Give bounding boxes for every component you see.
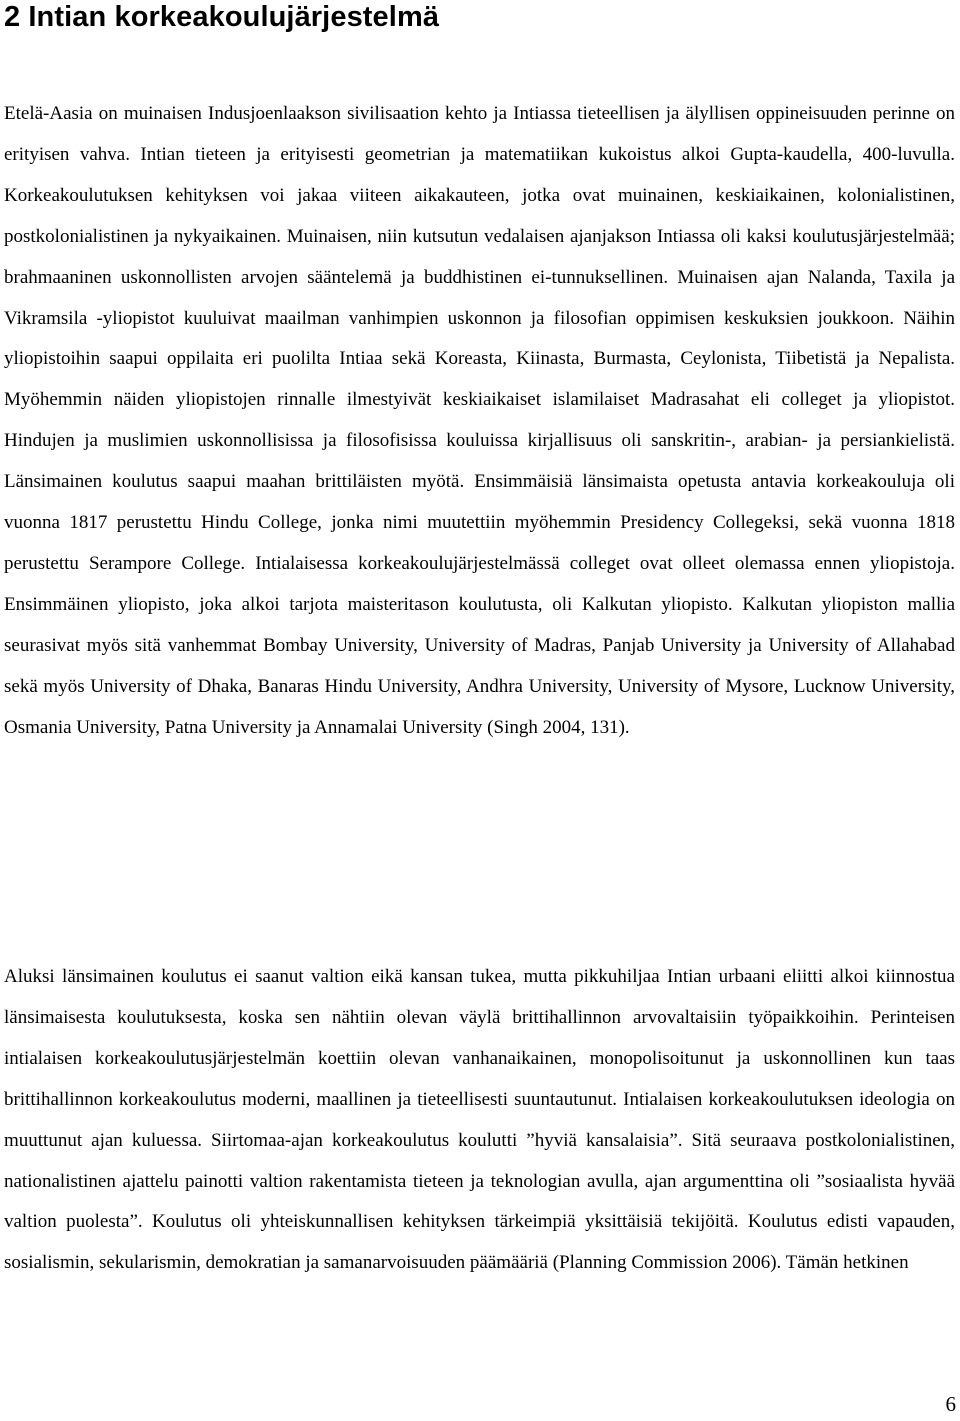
body-paragraph-1: Etelä-Aasia on muinaisen Indusjoenlaakson sivilisaation kehto ja Intiassa tieteellisen ja älyllisen oppineisuuden perinne on erityisen vahva. Intian tieteen ja erityisesti geometrian ja matematiikan kukoistus alkoi Gupta-kaudella, 400-luvulla. Korkeakoulutuksen kehityksen voi jakaa viiteen aikakauteen, jotka ovat muinainen, keskiaikainen, kolonialistinen, postkolonialistinen ja nykyaikainen. Muinaisen, niin kutsutun vedalaisen ajanjakson Intiassa oli kaksi koulutusjärjestelmää; brahmaaninen uskonnollisten arvojen sääntelemä ja buddhistinen ei-tunnuksellinen. Muinaisen ajan Nalanda, Taxila ja Vikramsila -yliopistot kuuluivat maailman vanhimpien uskonnon ja filosofian oppimisen keskuksien joukkoon. Näihin yliopistoihin saapui oppilaita eri puolilta Intiaa sekä Koreasta, Kiinasta, Burmasta, Ceylonista, Tiibetistä ja Nepalista. Myöhemmin näiden yliopistojen rinnalle ilmestyivät keskiaikaiset islamilaiset Madrasahat eli colleget ja yliopistot. Hindujen ja muslimien uskonnollisissa ja filosofisissa kouluissa kirjallisuus oli sanskritin-, arabian- ja persiankielistä. Länsimainen koulutus saapui maahan brittiläisten myötä. Ensimmäisiä länsimaista opetusta antavia korkeakouluja oli vuonna 1817 perustettu Hindu College, jonka nimi muutettiin myöhemmin Presidency Collegeksi, sekä vuonna 1818 perustettu Serampore College. Intialaisessa korkeakoulujärjestelmässä colleget ovat olleet olemassa ennen yliopistoja. Ensimmäinen yliopisto, joka alkoi tarjota maisteritason koulutusta, oli Kalkutan yliopisto. Kalkutan yliopiston mallia seurasivat myös sitä vanhemmat Bombay University, University of Madras, Panjab University ja University of Allahabad sekä myös University of Dhaka, Banaras Hindu University, Andhra University, University of Mysore, Lucknow University, Osmania University, Patna University ja Annamalai University (Singh 2004, 131). (4, 103, 955, 738)
body-paragraph-2: Aluksi länsimainen koulutus ei saanut valtion eikä kansan tukea, mutta pikkuhiljaa Intian urbaani eliitti alkoi kiinnostua länsimaisesta koulutuksesta, koska sen nähtiin olevan väylä brittihallinnon arvovaltaisiin työpaikkoihin. Perinteisen intialaisen korkeakoulutusjärjestelmän koettiin olevan vanhanaikainen, monopolisoitunut ja uskonnollinen kun taas brittihallinnon korkeakoulutus moderni, maallinen ja tieteellisesti suuntautunut. Intialaisen korkeakoulutuksen ideologia on muuttunut ajan kuluessa. Siirtomaa-ajan korkeakoulutus koulutti ”hyviä kansalaisia”. Sitä seuraava postkolonialistinen, nationalistinen ajattelu painotti valtion rakentamista tieteen ja teknologian avulla, ajan argumenttina oli ”sosiaalista hyvää valtion puolesta”. Koulutus oli yhteiskunnallisen kehityksen tärkeimpiä yksittäisiä tekijöitä. Koulutus edisti vapauden, sosialismin, sekularismin, demokratian ja samanarvoisuuden päämääriä (Planning Commission 2006). Tämän hetkinen (4, 966, 955, 1274)
section-heading: 2 Intian korkeakoulujärjestelmä (4, 1, 440, 33)
page-number: 6 (945, 1392, 956, 1416)
